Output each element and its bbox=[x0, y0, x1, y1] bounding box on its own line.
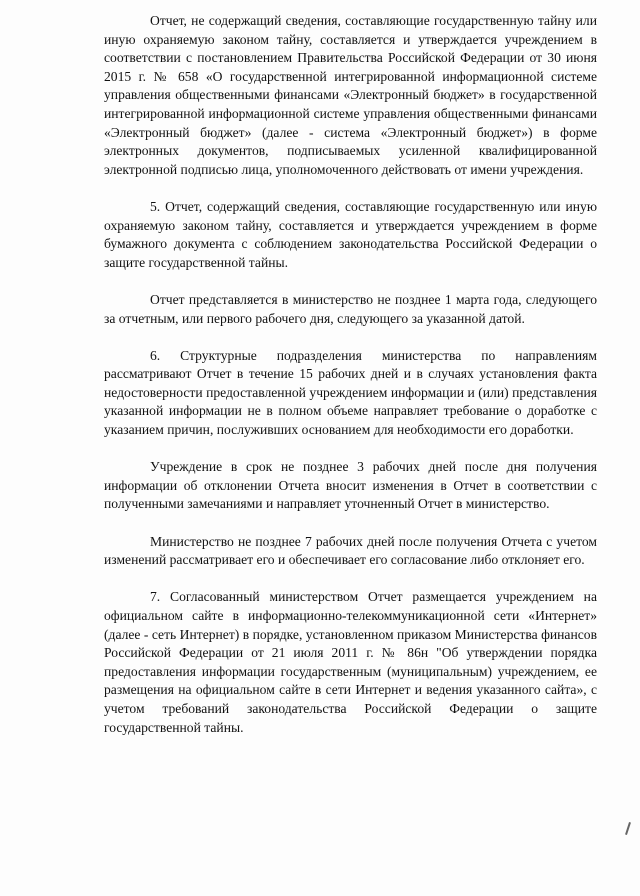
paragraph-submission-deadline: Отчет представляется в министерство не позднее 1 марта года, следующего за отчетным, или первого рабочего дня, следующего за указанной датой. bbox=[104, 291, 597, 326]
paragraph-item-6-review: 6. Структурные подразделения министерства по направлениям рассматривают Отчет в течение 15 рабочих дней и в случаях установления факта недостоверности предоставленной учреждением информации и (или) представления указанной информации не в полном объеме направляет требование о доработке с указанием причин, послуживших основанием для необходимости его доработки. bbox=[104, 347, 597, 438]
paragraph-item-5-secret-report: 5. Отчет, содержащий сведения, составляющие государственную или иную охраняемую законом тайну, составляется и утверждается учреждением в форме бумажного документа с соблюдением законодательства Российской Федерации о защите государственной тайны. bbox=[104, 198, 597, 270]
paragraph-institution-corrections: Учреждение в срок не позднее 3 рабочих дней после дня получения информации об отклонении Отчета вносит изменения в Отчет в соответствии с полученными замечаниями и направляет уточненный Отчет в министерство. bbox=[104, 459, 597, 512]
paragraph-item-7-publication: 7. Согласованный министерством Отчет размещается учреждением на официальном сайте в информационно-телекоммуникационной сети «Интернет» (далее - сеть Интернет) в порядке, установленном приказом Министерства финансов Российской Федерации от 21 июля 2011 г. № 86н "Об утверждении порядка предоставления информации государственным (муниципальным) учреждением, ее размещения на официальном сайте в сети Интернет и ведения указанного сайта», с учетом требований законодательства Российской Федерации о защите государственной тайны. bbox=[104, 589, 597, 735]
paragraph-ministry-approval: Министерство не позднее 7 рабочих дней после получения Отчета с учетом изменений рассматривает его и обеспечивает его согласование либо отклоняет его. bbox=[104, 533, 597, 568]
paragraph-electronic-report: Отчет, не содержащий сведения, составляющие государственную тайну или иную охраняемую законом тайну, составляется и утверждается учреждением в соответствии с постановлением Правительства Российской Федерации от 30 июня 2015 г. № 658 «О государственной интегрированной информационной системе управления общественными финансами «Электронный бюджет» в государственной интегрированной информационной системе управления общественными финансами «Электронный бюджет» (далее - система «Электронный бюджет») в форме электронных документов, подписываемых усиленной квалифицированной электронной подписью лица, уполномоченного действовать от имени учреждения. bbox=[104, 13, 597, 177]
scan-mark bbox=[625, 822, 631, 835]
